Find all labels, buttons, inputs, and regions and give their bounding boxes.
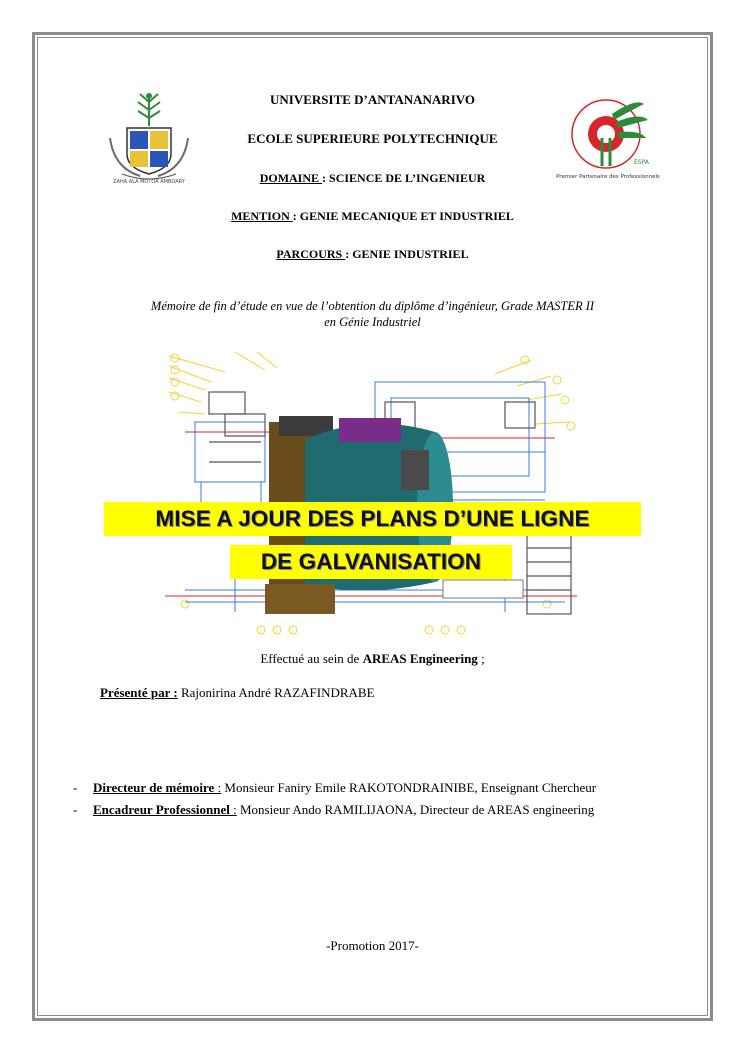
professional-label: Encadreur Professionnel	[93, 802, 234, 817]
thesis-title-line1: MISE A JOUR DES PLANS D’UNE LIGNE	[104, 502, 641, 536]
school-name: ECOLE SUPERIEURE POLYTECHNIQUE	[247, 131, 498, 146]
company-name: AREAS Engineering	[362, 651, 478, 666]
parcours-line	[0, 247, 745, 262]
presenter-line	[100, 685, 375, 701]
thesis-subtitle-line2: en Génie Industriel	[324, 315, 421, 329]
list-bullet: -	[73, 802, 78, 817]
mention-value: : GENIE MECANIQUE ET INDUSTRIEL	[292, 209, 514, 223]
professional-text: Monsieur Ando RAMILIJAONA, Directeur de AREAS engineering	[236, 802, 595, 817]
director-label: Directeur de mémoire	[93, 780, 218, 795]
domaine-value: : SCIENCE DE L’INGENIEUR	[322, 171, 486, 185]
professional-sep: :	[233, 802, 237, 817]
domaine-line	[0, 171, 745, 186]
supervisor-professional	[93, 802, 594, 818]
domaine-label: DOMAINE	[259, 171, 323, 185]
supervisor-director	[93, 780, 596, 796]
company-prefix: Effectué au sein de	[260, 651, 363, 666]
parcours-label: PARCOURS	[276, 247, 346, 261]
director-sep: :	[217, 780, 222, 795]
espa-tagline: Premier Partenaire des Professionnels	[556, 174, 660, 180]
thesis-title-line2: DE GALVANISATION	[230, 545, 512, 579]
company-suffix: ;	[477, 651, 485, 666]
thesis-subtitle	[0, 298, 745, 330]
list-bullet: -	[73, 780, 78, 795]
presenter-label: Présenté par :	[100, 685, 178, 700]
galvanization-line-drawing	[165, 352, 577, 640]
espa-abbrev: ESPA	[634, 159, 649, 166]
parcours-value: : GENIE INDUSTRIEL	[345, 247, 469, 261]
crest-motto: ZAHA ALA MOTOA AMBOARY	[113, 179, 185, 185]
presenter-name: Rajonirina André RAZAFINDRABE	[177, 685, 375, 700]
director-text: Monsieur Faniry Emile RAKOTONDRAINIBE, Enseignant Chercheur	[221, 780, 597, 795]
company-line	[0, 651, 745, 667]
promotion-year: -Promotion 2017-	[326, 938, 419, 953]
mention-line	[0, 209, 745, 224]
thesis-subtitle-line1: Mémoire de fin d’étude en vue de l’obtention du diplôme d’ingénieur, Grade MASTER II	[150, 299, 595, 313]
university-name: UNIVERSITE D’ANTANANARIVO	[270, 92, 475, 107]
mention-label: MENTION	[231, 209, 293, 223]
